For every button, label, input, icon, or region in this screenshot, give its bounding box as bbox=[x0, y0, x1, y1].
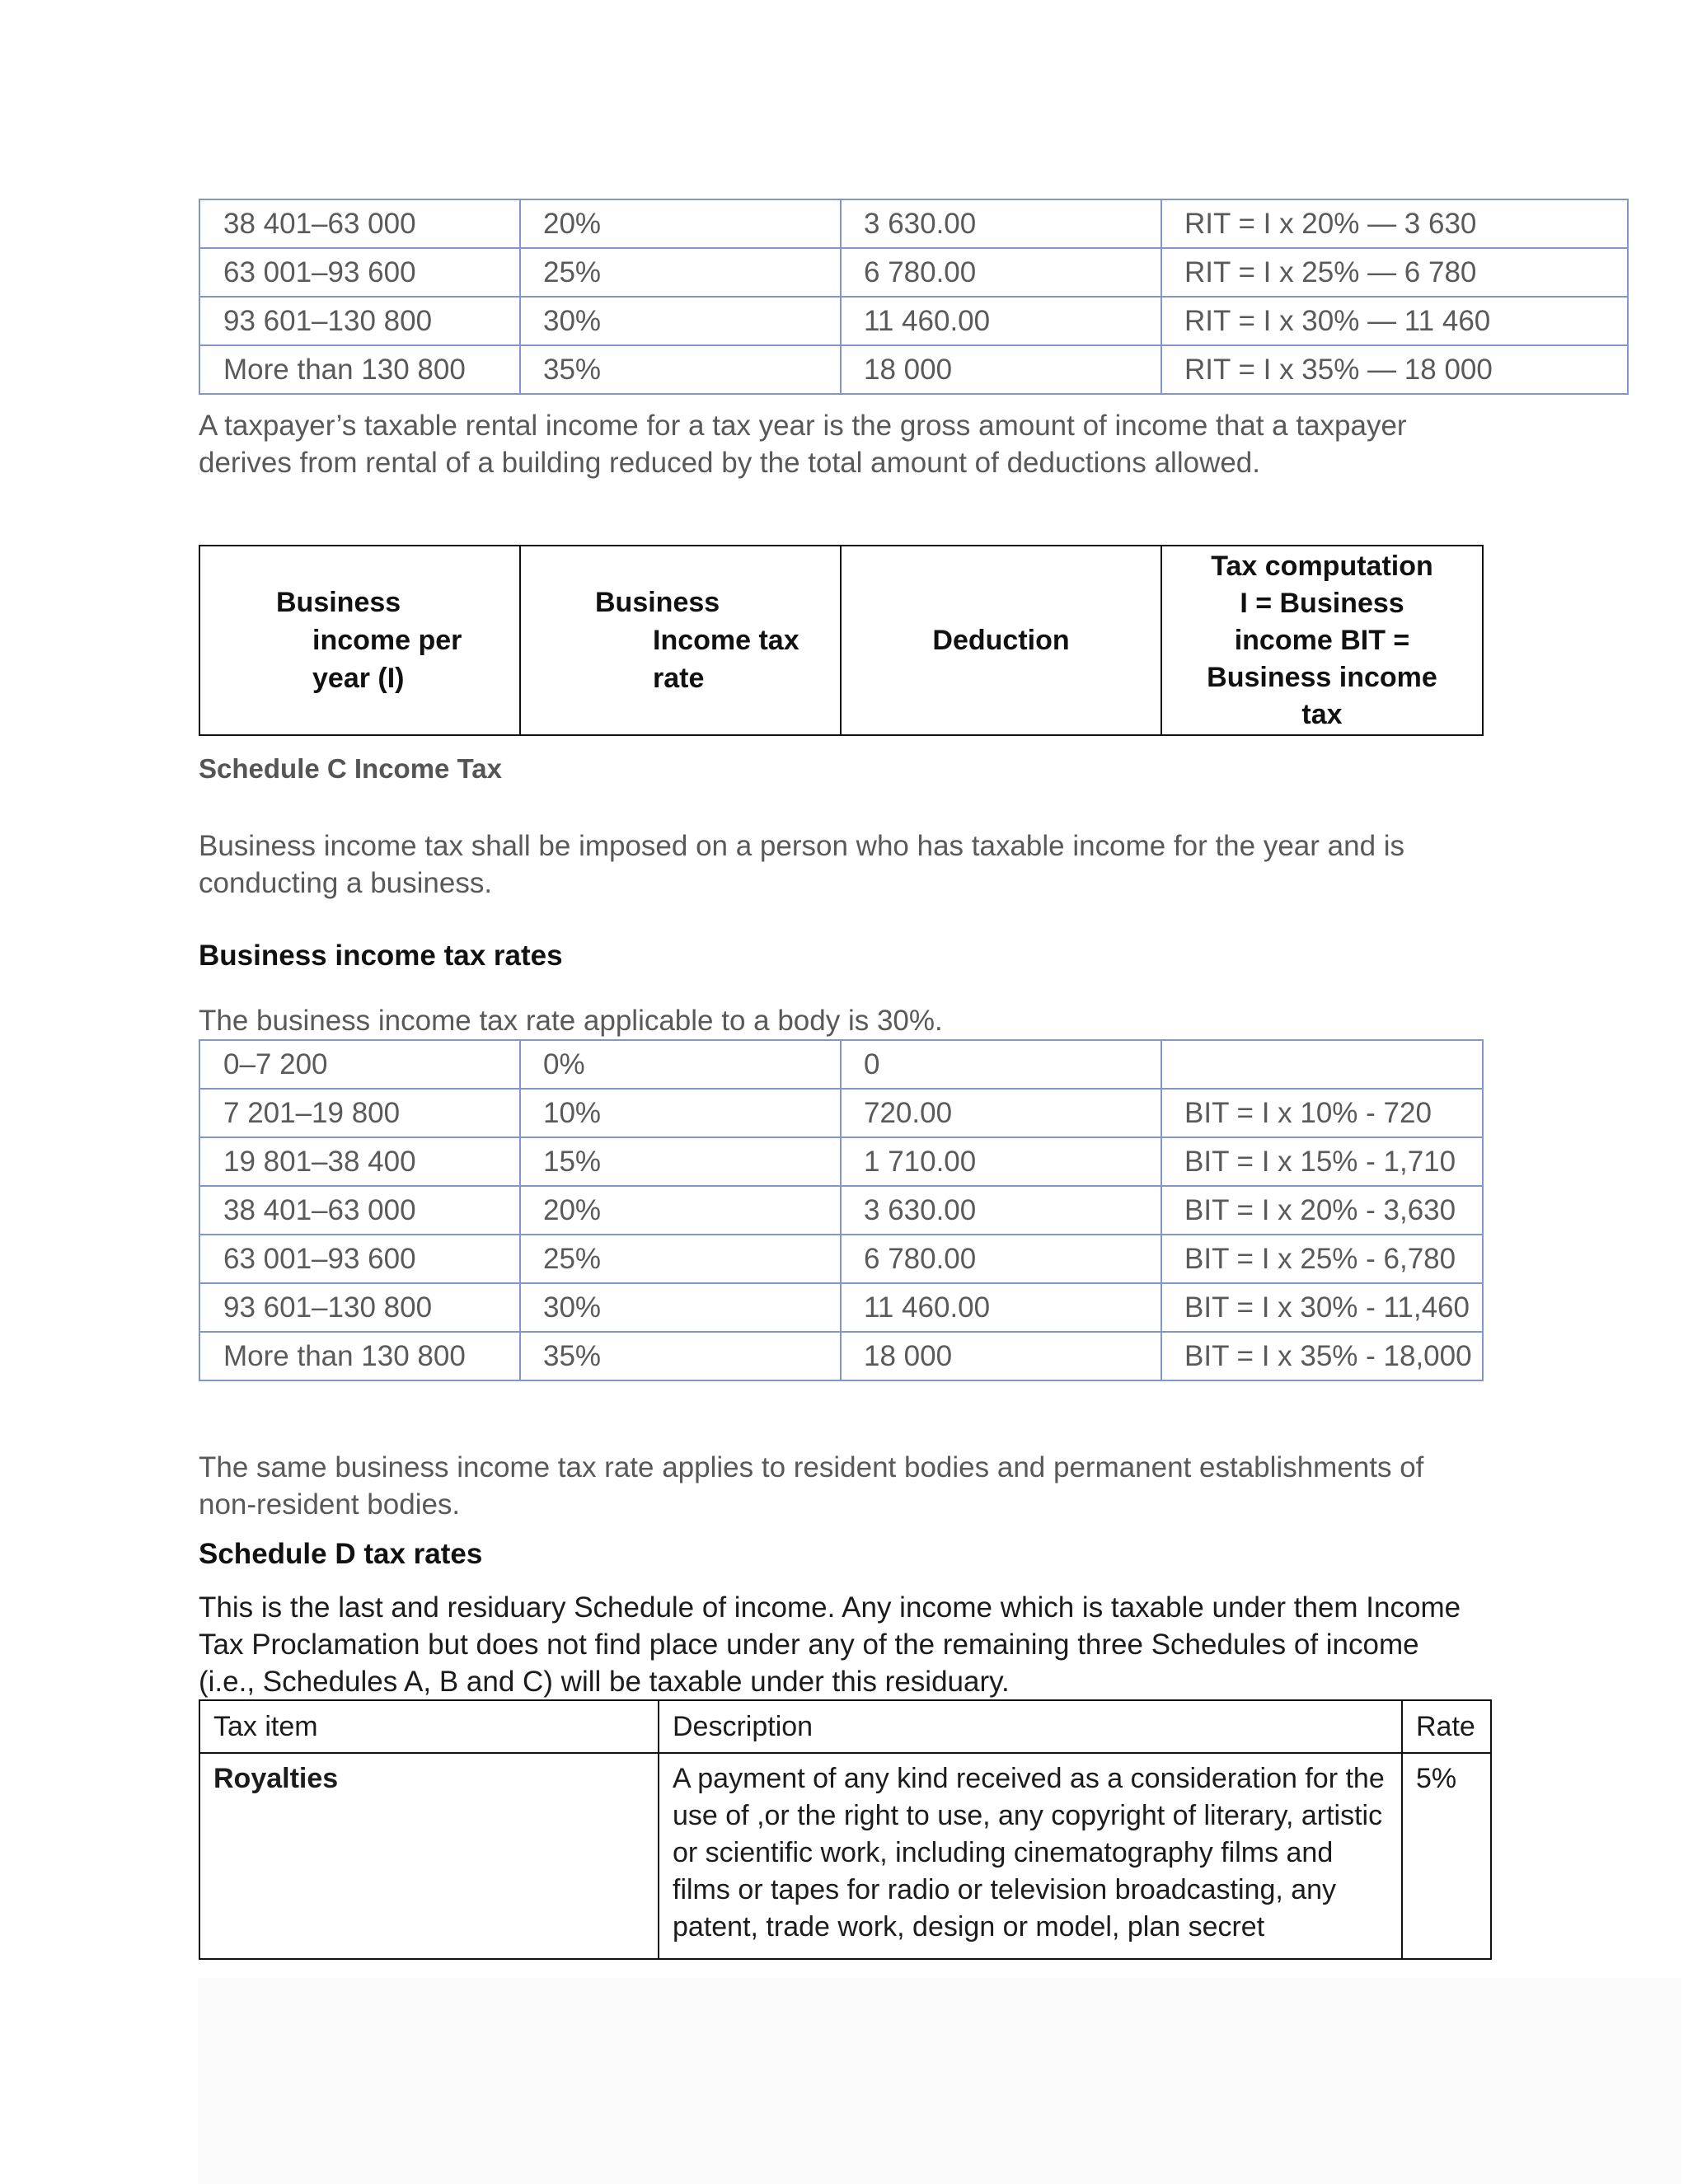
rate-cell: 30% bbox=[520, 297, 841, 345]
rate-cell: 0% bbox=[520, 1040, 841, 1089]
table-row bbox=[199, 1186, 1483, 1235]
deduction-cell: 6 780.00 bbox=[841, 1235, 1161, 1283]
business-income-header-table bbox=[199, 545, 1484, 736]
schedule-d-table bbox=[199, 1699, 1492, 1960]
table-row bbox=[199, 1089, 1483, 1137]
rate-cell: 20% bbox=[520, 199, 841, 248]
deduction-cell: 1 710.00 bbox=[841, 1137, 1161, 1186]
formula-cell: BIT = I x 15% - 1,710 bbox=[1161, 1137, 1483, 1186]
deduction-cell: 3 630.00 bbox=[841, 199, 1161, 248]
formula-cell: RIT = I x 25% — 6 780 bbox=[1161, 248, 1628, 297]
header-rate: Rate bbox=[1402, 1700, 1491, 1753]
table-row bbox=[199, 199, 1628, 248]
schedule-c-heading: Schedule C Income Tax bbox=[199, 753, 502, 784]
deduction-cell: 720.00 bbox=[841, 1089, 1161, 1137]
rate-cell: 35% bbox=[520, 345, 841, 394]
table-row bbox=[199, 1332, 1483, 1380]
rit-rate-table bbox=[199, 199, 1629, 395]
income-range-cell: 38 401–63 000 bbox=[199, 1186, 520, 1235]
table-row bbox=[199, 1235, 1483, 1283]
formula-cell: BIT = I x 30% - 11,460 bbox=[1161, 1283, 1483, 1332]
formula-cell bbox=[1161, 1040, 1483, 1089]
rate-cell: 20% bbox=[520, 1186, 841, 1235]
income-range-cell: 19 801–38 400 bbox=[199, 1137, 520, 1186]
income-range-cell: More than 130 800 bbox=[199, 345, 520, 394]
table-row bbox=[199, 248, 1628, 297]
formula-cell: BIT = I x 35% - 18,000 bbox=[1161, 1332, 1483, 1380]
deduction-cell: 11 460.00 bbox=[841, 1283, 1161, 1332]
table-row bbox=[199, 1753, 1491, 1959]
table-row bbox=[199, 1040, 1483, 1089]
income-range-cell: 38 401–63 000 bbox=[199, 199, 520, 248]
deduction-cell: 0 bbox=[841, 1040, 1161, 1089]
table-row bbox=[199, 345, 1628, 394]
tax-item-cell: Royalties bbox=[199, 1753, 659, 1959]
deduction-cell: 11 460.00 bbox=[841, 297, 1161, 345]
business-income-tax-rates-heading: Business income tax rates bbox=[199, 940, 563, 972]
schedule-d-heading: Schedule D tax rates bbox=[199, 1538, 483, 1570]
header-row bbox=[199, 546, 1483, 735]
formula-cell: BIT = I x 20% - 3,630 bbox=[1161, 1186, 1483, 1235]
schedule-d-paragraph: This is the last and residuary Schedule of income. Any income which is taxable under them Income Tax Proclamation but does not find place under any of the remaining three Schedules of income (i.e., Schedules A, B and C) will be taxable under this residuary. bbox=[199, 1591, 1461, 1698]
header-description: Description bbox=[659, 1700, 1402, 1753]
income-range-cell: 93 601–130 800 bbox=[199, 1283, 520, 1332]
rental-income-paragraph: A taxpayer’s taxable rental income for a tax year is the gross amount of income that a taxpayer derives from rental of a building reduced by the total amount of deductions allowed. bbox=[199, 410, 1407, 479]
income-range-cell: 63 001–93 600 bbox=[199, 1235, 520, 1283]
bit-rate-table bbox=[199, 1039, 1484, 1381]
formula-cell: RIT = I x 20% — 3 630 bbox=[1161, 199, 1628, 248]
schedule-c-paragraph: Business income tax shall be imposed on a person who has taxable income for the year and is conducting a business. bbox=[199, 830, 1405, 899]
rate-cell: 25% bbox=[520, 1235, 841, 1283]
income-range-cell: 63 001–93 600 bbox=[199, 248, 520, 297]
rate-cell: 25% bbox=[520, 248, 841, 297]
table-row bbox=[199, 297, 1628, 345]
body-rate-paragraph: The business income tax rate applicable to a body is 30%. bbox=[199, 1005, 943, 1037]
rate-cell: 5% bbox=[1402, 1753, 1491, 1959]
deduction-cell: 6 780.00 bbox=[841, 248, 1161, 297]
income-range-cell: 0–7 200 bbox=[199, 1040, 520, 1089]
income-range-cell: 7 201–19 800 bbox=[199, 1089, 520, 1137]
header-business-income-tax-rate: Business Income tax rate bbox=[520, 546, 841, 735]
deduction-cell: 3 630.00 bbox=[841, 1186, 1161, 1235]
header-deduction: Deduction bbox=[841, 546, 1161, 735]
income-range-cell: More than 130 800 bbox=[199, 1332, 520, 1380]
formula-cell: RIT = I x 35% — 18 000 bbox=[1161, 345, 1628, 394]
table-row bbox=[199, 1283, 1483, 1332]
description-cell: A payment of any kind received as a consideration for the use of ,or the right to use, any copyright of literary, artistic or scientific work, including cinematography films and films or tapes for radio or television broadcasting, any patent, trade work, design or model, plan secret bbox=[659, 1753, 1402, 1959]
header-tax-computation: Tax computation I = Business income BIT = Business income tax bbox=[1161, 546, 1483, 735]
rate-cell: 30% bbox=[520, 1283, 841, 1332]
resident-bodies-paragraph: The same business income tax rate applies to resident bodies and permanent establishments of non-resident bodies. bbox=[199, 1451, 1424, 1521]
deduction-cell: 18 000 bbox=[841, 1332, 1161, 1380]
formula-cell: BIT = I x 10% - 720 bbox=[1161, 1089, 1483, 1137]
rate-cell: 35% bbox=[520, 1332, 841, 1380]
table-row bbox=[199, 1137, 1483, 1186]
page-shading bbox=[198, 1978, 1681, 2184]
header-business-income-per-year: Business income per year (I) bbox=[199, 546, 520, 735]
formula-cell: RIT = I x 30% — 11 460 bbox=[1161, 297, 1628, 345]
deduction-cell: 18 000 bbox=[841, 345, 1161, 394]
header-row bbox=[199, 1700, 1491, 1753]
income-range-cell: 93 601–130 800 bbox=[199, 297, 520, 345]
rate-cell: 15% bbox=[520, 1137, 841, 1186]
header-tax-item: Tax item bbox=[199, 1700, 659, 1753]
rate-cell: 10% bbox=[520, 1089, 841, 1137]
formula-cell: BIT = I x 25% - 6,780 bbox=[1161, 1235, 1483, 1283]
